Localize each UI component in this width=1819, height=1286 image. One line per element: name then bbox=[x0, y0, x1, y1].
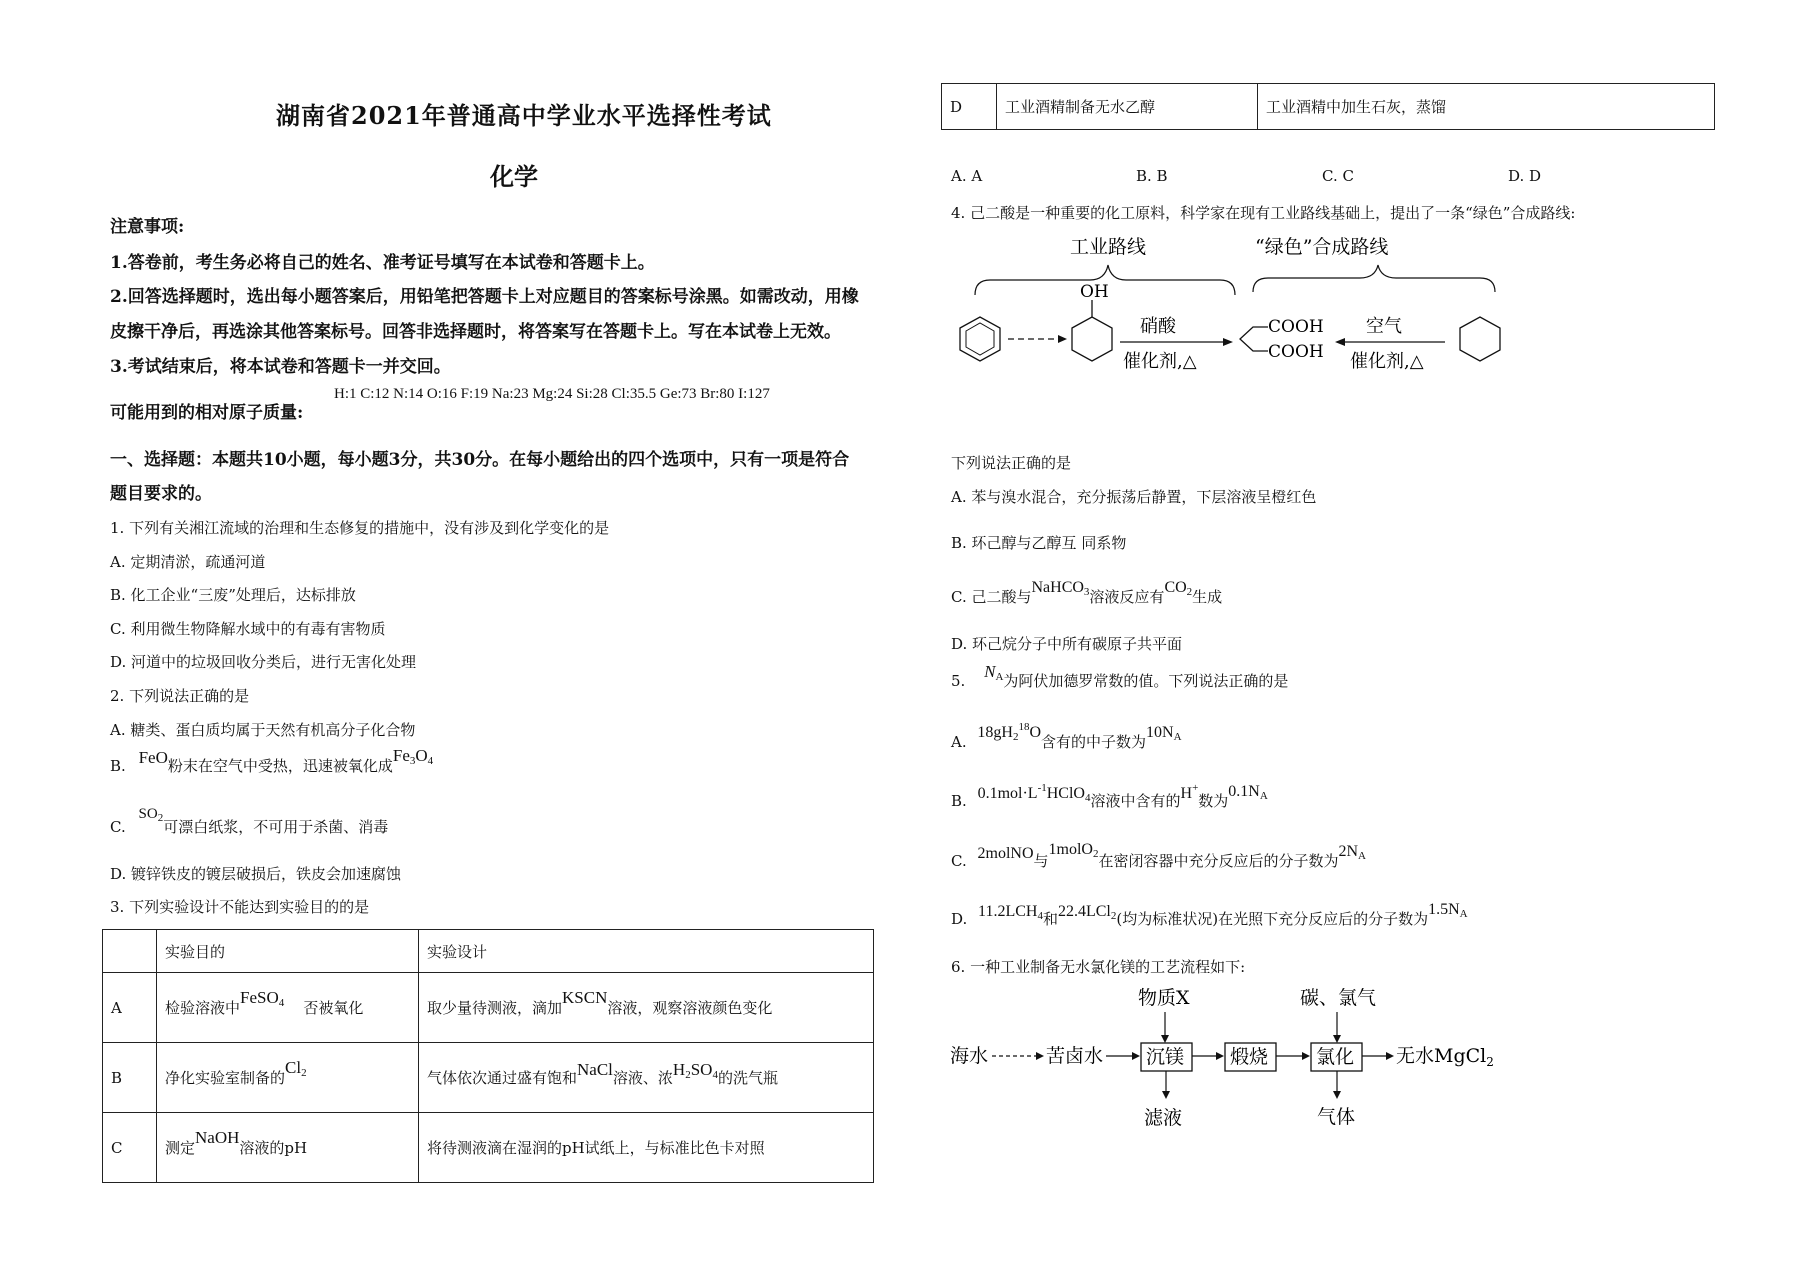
chem: CO bbox=[1164, 579, 1187, 596]
chem: N bbox=[984, 662, 996, 681]
row-purpose bbox=[157, 1113, 419, 1183]
section1-heading-2: 题目要求的。 bbox=[110, 484, 212, 504]
arrow-head bbox=[1036, 1052, 1044, 1060]
chem: 1molO bbox=[1048, 841, 1093, 858]
product-sub: 2 bbox=[1486, 1055, 1494, 1069]
chem: 1.5N bbox=[1428, 901, 1460, 918]
catalyst2-label: 催化剂,△ bbox=[1350, 351, 1424, 372]
chem: O bbox=[1029, 724, 1042, 741]
notice-heading: 注意事项: bbox=[110, 217, 185, 237]
chem-sup: + bbox=[1192, 782, 1199, 794]
table-header-purpose: 实验目的 bbox=[157, 930, 419, 973]
q1-stem: 1. 下列有关湘江流域的治理和生态修复的措施中，没有涉及到化学变化的是 bbox=[110, 519, 610, 537]
chem: 11.2LCH bbox=[978, 903, 1038, 920]
text: 溶液中含有的 bbox=[1090, 792, 1181, 810]
text: 为阿伏加德罗常数的值。下列说法正确的是 bbox=[1003, 672, 1289, 690]
benzene-icon bbox=[960, 317, 1000, 361]
text: 溶液、浓 bbox=[612, 1068, 673, 1087]
arrow-head bbox=[1302, 1052, 1310, 1060]
process-flow-svg bbox=[940, 975, 1520, 1145]
row-purpose bbox=[157, 973, 419, 1043]
text: 检验溶液中 bbox=[165, 998, 241, 1017]
q2-option-a: A. 糖类、蛋白质均属于天然有机高分子化合物 bbox=[110, 721, 416, 739]
text: 生成 bbox=[1192, 588, 1223, 606]
text: 的洗气瓶 bbox=[717, 1068, 778, 1087]
process-flow-diagram bbox=[940, 975, 1520, 1145]
text: 含有的中子数为 bbox=[1041, 733, 1147, 751]
chem-sub: 2 bbox=[301, 1066, 307, 1079]
chem: HClO bbox=[1046, 785, 1085, 802]
text: 溶液的pH bbox=[239, 1139, 308, 1157]
chem: 18gH bbox=[977, 724, 1013, 741]
chlorinate-label: 氯化 bbox=[1316, 1046, 1355, 1068]
chem: NaOH bbox=[195, 1128, 240, 1147]
q4-stem: 4. 己二酸是一种重要的化工原料，科学家在现有工业路线基础上，提出了一条“绿色”合成路线: bbox=[951, 204, 1576, 222]
chem: Cl bbox=[285, 1057, 302, 1077]
text: 取少量待测液，滴加 bbox=[427, 999, 563, 1017]
table-row bbox=[103, 1043, 874, 1113]
row-label: C bbox=[103, 1113, 157, 1183]
row-label: B bbox=[103, 1043, 157, 1113]
cooh-top: COOH bbox=[1268, 317, 1324, 337]
chem-sub: A bbox=[995, 671, 1004, 683]
precip-label: 沉镁 bbox=[1146, 1046, 1185, 1068]
row-design bbox=[419, 973, 874, 1043]
q3-answer-b: B. B bbox=[1136, 167, 1168, 185]
chem-sub: 2 bbox=[1186, 586, 1193, 598]
brace-green bbox=[1253, 265, 1495, 292]
q4-option-b: B. 环己醇与乙醇互 同系物 bbox=[951, 534, 1127, 552]
option-label: A. bbox=[951, 733, 967, 751]
q5-option-d bbox=[951, 901, 1468, 930]
q2-stem: 2. 下列说法正确的是 bbox=[110, 687, 250, 705]
atomic-values: H:1 C:12 N:14 O:16 F:19 Na:23 Mg:24 Si:28 Cl:35.5 Ge:73 Br:80 I:127 bbox=[334, 386, 770, 402]
chem: 0.1mol·L bbox=[977, 785, 1038, 802]
q4-option-d: D. 环己烷分子中所有碳原子共平面 bbox=[951, 635, 1183, 653]
q1-option-a: A. 定期清淤，疏通河道 bbox=[110, 553, 266, 571]
chem-sub: 4 bbox=[427, 755, 434, 767]
cooh-bottom: COOH bbox=[1268, 342, 1324, 362]
chem: 22.4LCl bbox=[1057, 903, 1111, 920]
text: 溶液反应有 bbox=[1089, 588, 1165, 606]
notice-item-3: 3.考试结束后，将本试卷和答题卡一并交回。 bbox=[110, 357, 451, 377]
q3-table-continued bbox=[941, 83, 1715, 130]
arrow-head bbox=[1335, 338, 1345, 346]
q5-option-b bbox=[951, 782, 1268, 812]
table-cell-empty bbox=[103, 930, 157, 973]
chem-sub: 4 bbox=[278, 996, 285, 1009]
text: (均为标准状况)在光照下充分反应后的分子数为 bbox=[1116, 910, 1429, 928]
q1-option-c: C. 利用微生物降解水域中的有毒有害物质 bbox=[110, 620, 386, 638]
chem: H bbox=[672, 1059, 686, 1079]
brine-label: 苦卤水 bbox=[1046, 1045, 1104, 1067]
row-design bbox=[419, 1043, 874, 1113]
q1-option-b: B. 化工企业“三废”处理后，达标排放 bbox=[110, 586, 356, 604]
page-title: 湖南省2021年普通高中学业水平选择性考试 bbox=[276, 101, 772, 130]
table-row bbox=[103, 1113, 874, 1183]
arrow-head bbox=[1161, 1035, 1169, 1043]
arrow-head bbox=[1058, 335, 1067, 343]
chem-sub: 2 bbox=[1012, 731, 1019, 743]
gas-label: 气体 bbox=[1317, 1106, 1356, 1128]
row-purpose: 工业酒精制备无水乙醇 bbox=[997, 84, 1258, 130]
atomic-label: 可能用到的相对原子质量: bbox=[110, 403, 304, 423]
notice-item-2: 2.回答选择题时，选出每小题答案后，用铅笔把答题卡上对应题目的答案标号涂黑。如需改动，用橡 bbox=[110, 287, 859, 307]
q3-answer-a: A. A bbox=[951, 167, 983, 185]
q4-option-c bbox=[951, 579, 1223, 608]
q3-stem: 3. 下列实验设计不能达到实验目的的是 bbox=[110, 898, 370, 916]
chem-sub: A bbox=[1259, 790, 1268, 802]
text: 数为 bbox=[1198, 792, 1229, 810]
nitric-label: 硝酸 bbox=[1140, 316, 1176, 337]
arrow-head bbox=[1333, 1035, 1341, 1043]
chem-sub: 3 bbox=[409, 755, 416, 767]
q5-stem bbox=[951, 662, 1289, 692]
q4-ask: 下列说法正确的是 bbox=[951, 454, 1072, 472]
product-text: 无水MgCl bbox=[1396, 1045, 1487, 1067]
table-row bbox=[942, 84, 1715, 130]
chem-sub: 4 bbox=[712, 1068, 718, 1081]
row-design: 将待测液滴在湿润的pH试纸上，与标准比色卡对照 bbox=[419, 1113, 874, 1183]
chem-sub: 2 bbox=[1092, 848, 1099, 860]
q6-stem: 6. 一种工业制备无水氯化镁的工艺流程如下: bbox=[951, 958, 1246, 976]
chem-sub: 3 bbox=[1083, 586, 1090, 598]
cyclohexane-icon bbox=[1460, 317, 1500, 361]
catalyst1-label: 催化剂,△ bbox=[1123, 351, 1197, 372]
q3-answer-d: D. D bbox=[1508, 167, 1542, 185]
chem-fe3o4 bbox=[393, 746, 433, 765]
chem: H bbox=[1180, 785, 1193, 802]
arrow-head bbox=[1223, 338, 1233, 346]
q2-option-b bbox=[110, 746, 434, 777]
chem-fe: Fe bbox=[392, 746, 410, 765]
text: 5. bbox=[951, 672, 966, 690]
chem: NaCl bbox=[577, 1059, 613, 1079]
text: 和 bbox=[1042, 910, 1058, 928]
arrow-head bbox=[1132, 1052, 1140, 1060]
chem-feo: FeO bbox=[138, 748, 168, 767]
subject-title: 化学 bbox=[490, 162, 538, 191]
chem: 2N bbox=[1338, 843, 1359, 860]
row-label: A bbox=[103, 973, 157, 1043]
section1-heading: 一、选择题：本题共10小题，每小题3分，共30分。在每小题给出的四个选项中，只有一项是符合 bbox=[110, 450, 850, 470]
chem-o: O bbox=[415, 746, 428, 765]
carbon-chlorine-label: 碳、氯气 bbox=[1300, 987, 1377, 1009]
text: 与 bbox=[1033, 852, 1049, 870]
chem-sub: 2 bbox=[1110, 910, 1117, 922]
chem-sub: A bbox=[1358, 850, 1366, 862]
q2-option-d: D. 镀锌铁皮的镀层破损后，铁皮会加速腐蚀 bbox=[110, 865, 402, 883]
chem: 10N bbox=[1146, 724, 1174, 741]
text: 测定 bbox=[165, 1139, 196, 1157]
q2-b-text: 粉末在空气中受热，迅速被氧化成 bbox=[167, 757, 393, 775]
adipic-acid-icon bbox=[1240, 327, 1268, 351]
arrow-head bbox=[1162, 1091, 1170, 1099]
q1-option-d: D. 河道中的垃圾回收分类后，进行无害化处理 bbox=[110, 653, 417, 671]
q2-option-c bbox=[110, 806, 389, 838]
chem-so2 bbox=[139, 806, 164, 822]
q5-option-a bbox=[951, 721, 1182, 753]
chem-sub: A bbox=[1459, 908, 1468, 920]
chem: FeSO bbox=[240, 987, 279, 1007]
text: C. 己二酸与 bbox=[951, 588, 1032, 606]
cyclohexanol-icon bbox=[1072, 300, 1112, 361]
text: 在密闭容器中充分反应后的分子数为 bbox=[1098, 852, 1339, 870]
chem-sub: 2 bbox=[157, 812, 164, 824]
row-label: D bbox=[942, 84, 997, 130]
row-purpose bbox=[157, 1043, 419, 1113]
option-label: B. bbox=[110, 757, 126, 775]
oh-label: OH bbox=[1080, 282, 1109, 302]
chem-so: SO bbox=[138, 806, 158, 822]
notice-item-1: 1.答卷前，考生务必将自己的姓名、准考证号填写在本试卷和答题卡上。 bbox=[110, 253, 655, 273]
chem: 0.1N bbox=[1228, 783, 1260, 800]
option-label: D. bbox=[951, 910, 968, 928]
text: 溶液，观察溶液颜色变化 bbox=[607, 999, 773, 1017]
q3-table bbox=[102, 929, 874, 1183]
row-design: 工业酒精中加生石灰，蒸馏 bbox=[1258, 84, 1715, 130]
chem-sup: 18 bbox=[1018, 721, 1030, 733]
notice-item-2b: 皮擦干净后，再选涂其他答案标号。回答非选择题时，将答案写在答题卡上。写在本试卷上无效。 bbox=[110, 322, 841, 342]
text: 气体依次通过盛有饱和 bbox=[427, 1068, 578, 1087]
chem-sub: 4 bbox=[1084, 792, 1091, 804]
q3-answer-c: C. C bbox=[1322, 167, 1354, 185]
substance-x-label: 物质X bbox=[1138, 987, 1190, 1009]
chem-sub: 2 bbox=[685, 1068, 691, 1081]
chem-sub: 4 bbox=[1037, 910, 1043, 922]
calcine-label: 煅烧 bbox=[1230, 1046, 1269, 1068]
arrow-head bbox=[1216, 1052, 1224, 1060]
q4-option-a: A. 苯与溴水混合，充分振荡后静置，下层溶液呈橙红色 bbox=[951, 488, 1317, 506]
chem: NaHCO bbox=[1031, 579, 1084, 596]
product-label bbox=[1396, 1045, 1494, 1069]
route-industrial-label: 工业路线 bbox=[1070, 236, 1147, 258]
chem: SO bbox=[690, 1059, 713, 1079]
text: 否被氧化 bbox=[303, 998, 364, 1017]
synthesis-svg bbox=[940, 230, 1520, 390]
arrow-head bbox=[1333, 1091, 1341, 1099]
option-label: C. bbox=[110, 818, 126, 836]
filtrate-label: 滤液 bbox=[1144, 1107, 1183, 1129]
route-green-label: “绿色”合成路线 bbox=[1255, 236, 1389, 258]
chem-sub: A bbox=[1173, 731, 1182, 743]
chem-sup: -1 bbox=[1037, 782, 1047, 794]
text: 净化实验室制备的 bbox=[165, 1068, 286, 1087]
q5-option-c bbox=[951, 841, 1366, 872]
table-header-design: 实验设计 bbox=[419, 930, 874, 973]
seawater-label: 海水 bbox=[950, 1045, 989, 1067]
synthesis-diagram bbox=[940, 230, 1520, 390]
option-label: C. bbox=[951, 852, 967, 870]
air-label: 空气 bbox=[1366, 316, 1402, 337]
chem: 2molNO bbox=[977, 845, 1034, 862]
table-row bbox=[103, 973, 874, 1043]
arrow-head bbox=[1386, 1052, 1394, 1060]
chem: KSCN bbox=[562, 988, 608, 1007]
option-label: B. bbox=[951, 792, 967, 810]
q2-c-text: 可漂白纸浆，不可用于杀菌、消毒 bbox=[163, 818, 389, 836]
